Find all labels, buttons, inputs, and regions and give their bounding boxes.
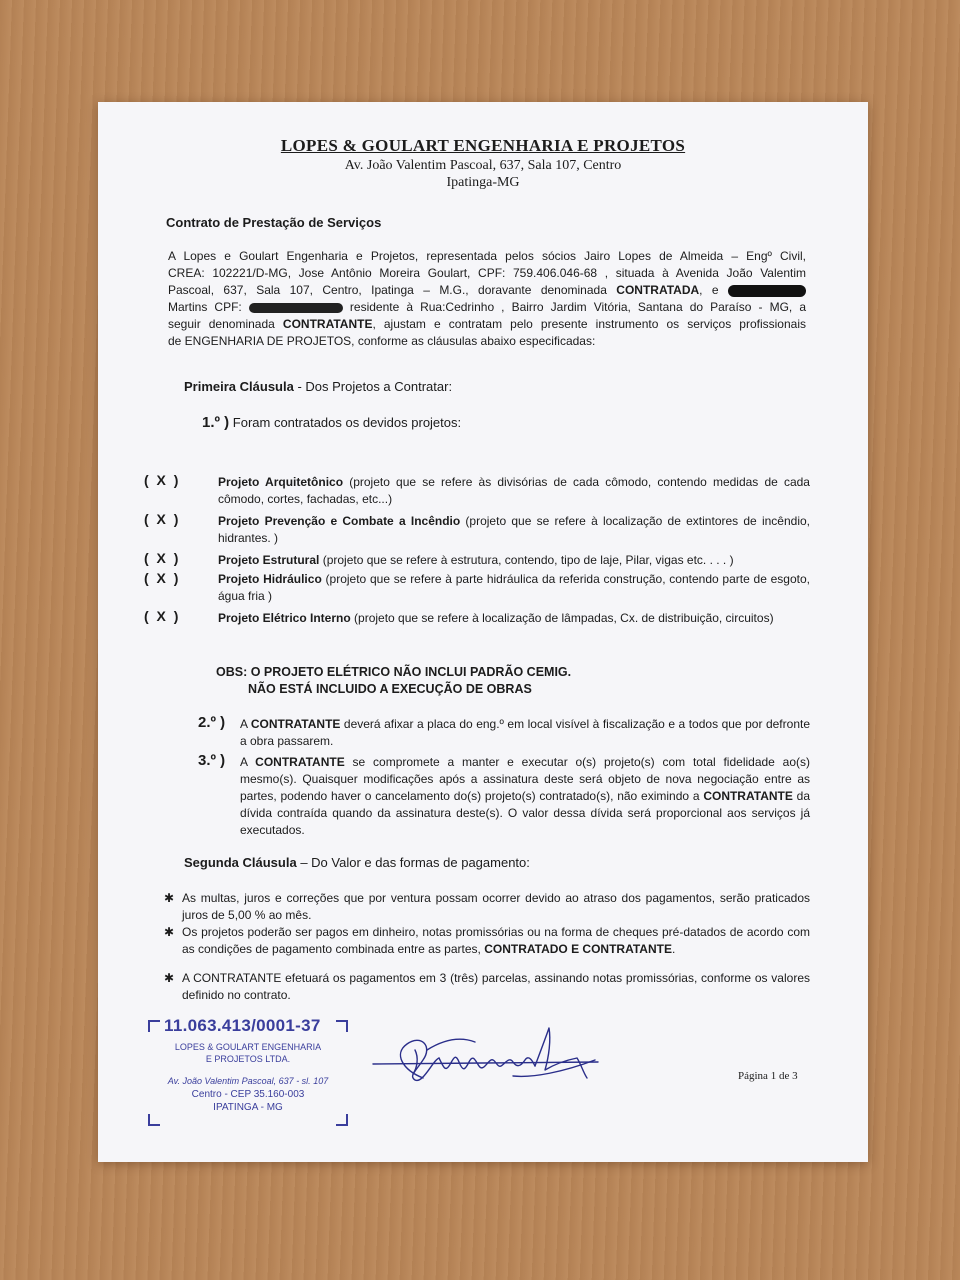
- contratante-term: CONTRATANTE: [250, 717, 341, 731]
- intro-line: [168, 316, 806, 333]
- stamp-name-1: LOPES & GOULART ENGENHARIA: [174, 1042, 322, 1052]
- project-desc: (projeto que se refere às divisórias de cada cômodo, contendo medidas de cada cômodo, cortes, fachadas, etc...): [218, 475, 810, 506]
- obs-line-1: OBS: O PROJETO ELÉTRICO NÃO INCLUI PADRÃO CEMIG.: [216, 665, 572, 679]
- project-desc: (projeto que se refere à localização de extintores de incêndio, hidrantes. ): [218, 514, 810, 545]
- asterisk-icon: ✱: [164, 971, 175, 985]
- intro-paragraph: [168, 248, 806, 350]
- signature: [363, 1020, 613, 1100]
- project-desc: (projeto que se refere à parte hidráulica da referida construção, contendo parte de esgoto, água fria ): [218, 572, 810, 603]
- obs-line-2: NÃO ESTÁ INCLUIDO A EXECUÇÃO DE OBRAS: [248, 682, 532, 696]
- project-item: [218, 610, 810, 627]
- project-name: Projeto Arquitetônico: [218, 475, 344, 489]
- item-three: [198, 754, 810, 839]
- bullet-text: A CONTRATANTE efetuará os pagamentos em 3 (três) parcelas, assinando notas promissórias, conforme os valores definido no contrato.: [182, 971, 810, 1002]
- page-number: Página 1 de 3: [738, 1070, 798, 1082]
- intro-line: [168, 299, 806, 316]
- project-item: [218, 513, 810, 547]
- intro-text: Martins CPF:: [168, 300, 242, 314]
- clause-two-heading: [184, 854, 530, 871]
- bullet-text-post: .: [671, 942, 676, 956]
- item-text-post: se compromete a manter e executar o(s) projeto(s) com total fidelidade ao(s) mesmo(s). Quaisquer modificações após a assinatura deste será objeto de nova negociação entre as partes, podendo haver o cancelamento do(s) projeto(s) contratado(s), não eximindo a: [240, 755, 810, 803]
- project-name: Projeto Elétrico Interno: [218, 611, 351, 625]
- asterisk-icon: ✱: [164, 925, 175, 939]
- item-text: Foram contratados os devidos projetos:: [232, 415, 462, 430]
- project-desc: (projeto que se refere à estrutura, contendo, tipo de laje, Pilar, vigas etc. . . . ): [319, 553, 734, 567]
- contratante-term: CONTRATANTE: [255, 755, 345, 769]
- intro-line: [168, 282, 806, 299]
- contratada-term: CONTRATADA: [616, 283, 700, 297]
- bullet-text-bold: CONTRATADO E CONTRATANTE: [484, 942, 672, 956]
- item-text-post: deverá afixar a placa do eng.º em local visível à fiscalização e a todos que por defronte a obra passarem.: [240, 717, 810, 748]
- clause-label: Primeira Cláusula: [184, 379, 294, 394]
- contratante-term: CONTRATANTE: [703, 789, 793, 803]
- bullet-item: [164, 970, 810, 1004]
- company-name: LOPES & GOULART ENGENHARIA E PROJETOS: [280, 136, 686, 155]
- stamp-address: Av. João Valentim Pascoal, 637 - sl. 107: [167, 1076, 329, 1086]
- project-name: Projeto Prevenção e Combate a Incêndio: [218, 514, 461, 528]
- item-text: [240, 754, 810, 839]
- intro-text: , ajustam e contratam pelo presente instrumento os serviços profissionais: [372, 317, 806, 331]
- intro-line: A Lopes e Goulart Engenharia e Projetos, representada pelos sócios Jairo Lopes de Almeida – Engº Civil,: [168, 249, 806, 263]
- project-checkbox: ( X ): [144, 511, 179, 527]
- project-item: [218, 552, 810, 569]
- clause-title: – Do Valor e das formas de pagamento:: [300, 855, 530, 870]
- project-checkbox: ( X ): [144, 472, 179, 488]
- company-city: Ipatinga-MG: [446, 175, 520, 190]
- project-checkbox: ( X ): [144, 550, 179, 566]
- contratante-term: CONTRATANTE: [282, 317, 373, 331]
- stamp-corner: [336, 1114, 348, 1126]
- intro-text: , e: [699, 283, 719, 297]
- bullet-text: As multas, juros e correções que por ventura possam ocorrer devido ao atraso dos pagamentos, serão praticados juros de 5,00 % ao mês.: [182, 891, 810, 922]
- item-number: 2.º ): [198, 714, 226, 731]
- item-number: 3.º ): [198, 752, 226, 769]
- stamp-corner: [148, 1114, 160, 1126]
- contract-title: Contrato de Prestação de Serviços: [166, 215, 382, 230]
- clause-one-heading: [184, 378, 452, 395]
- project-item: [218, 571, 810, 605]
- intro-text: residente à Rua:Cedrinho , Bairro Jardim Vitória, Santana do Paraíso - MG, a: [349, 300, 806, 314]
- intro-line: CREA: 102221/D-MG, Jose Antônio Moreira Goulart, CPF: 759.406.046-68 , situada à Avenida João Valentim: [168, 266, 806, 280]
- clause-title: - Dos Projetos a Contratar:: [297, 379, 453, 394]
- project-item: [218, 474, 810, 508]
- stamp-corner: [336, 1020, 348, 1032]
- item-text: [240, 716, 810, 750]
- project-desc: (projeto que se refere à localização de lâmpadas, Cx. de distribuição, circuitos): [350, 611, 774, 625]
- item-text-post: da dívida contraída quando da assinatura deste(s). O valor dessa dívida será proporcional aos serviços já executados.: [240, 789, 810, 837]
- bullet-text: [182, 924, 810, 958]
- company-address: Av. João Valentim Pascoal, 637, Sala 107, Centro: [344, 158, 622, 173]
- item-one: [202, 414, 461, 431]
- project-name: Projeto Estrutural: [218, 553, 320, 567]
- project-checkbox: ( X ): [144, 608, 179, 624]
- bullet-item: [164, 890, 810, 924]
- redaction-bar: [249, 303, 343, 313]
- item-text-pre: A: [240, 755, 256, 769]
- contract-page: [98, 102, 868, 1162]
- asterisk-icon: ✱: [164, 891, 175, 905]
- project-name: Projeto Hidráulico: [218, 572, 322, 586]
- stamp-cnpj: 11.063.413/0001-37: [164, 1016, 321, 1035]
- stamp-cep: Centro - CEP 35.160-003: [191, 1089, 305, 1100]
- intro-text: Pascoal, 637, Sala 107, Centro, Ipatinga – M.G., doravante denominada: [168, 283, 607, 297]
- stamp-city: IPATINGA - MG: [213, 1102, 283, 1113]
- project-checkbox: ( X ): [144, 570, 179, 586]
- intro-text: seguir denominada: [168, 317, 275, 331]
- redaction-bar: [728, 285, 806, 297]
- item-number: 1.º ): [202, 414, 230, 431]
- clause-label: Segunda Cláusula: [184, 855, 297, 870]
- bullet-text-main: Os projetos poderão ser pagos em dinheiro, notas promissórias ou na forma de cheques pré-datados de acordo com as condições de pagamento combinada entre as partes,: [182, 925, 810, 956]
- company-stamp: [148, 1016, 348, 1126]
- stamp-corner: [148, 1020, 160, 1032]
- stamp-name-2: E PROJETOS LTDA.: [205, 1054, 291, 1064]
- item-two: [198, 716, 810, 750]
- intro-line: de ENGENHARIA DE PROJETOS, conforme as cláusulas abaixo especificadas:: [168, 334, 596, 348]
- item-text-pre: A: [240, 717, 251, 731]
- bullet-item: [164, 924, 810, 958]
